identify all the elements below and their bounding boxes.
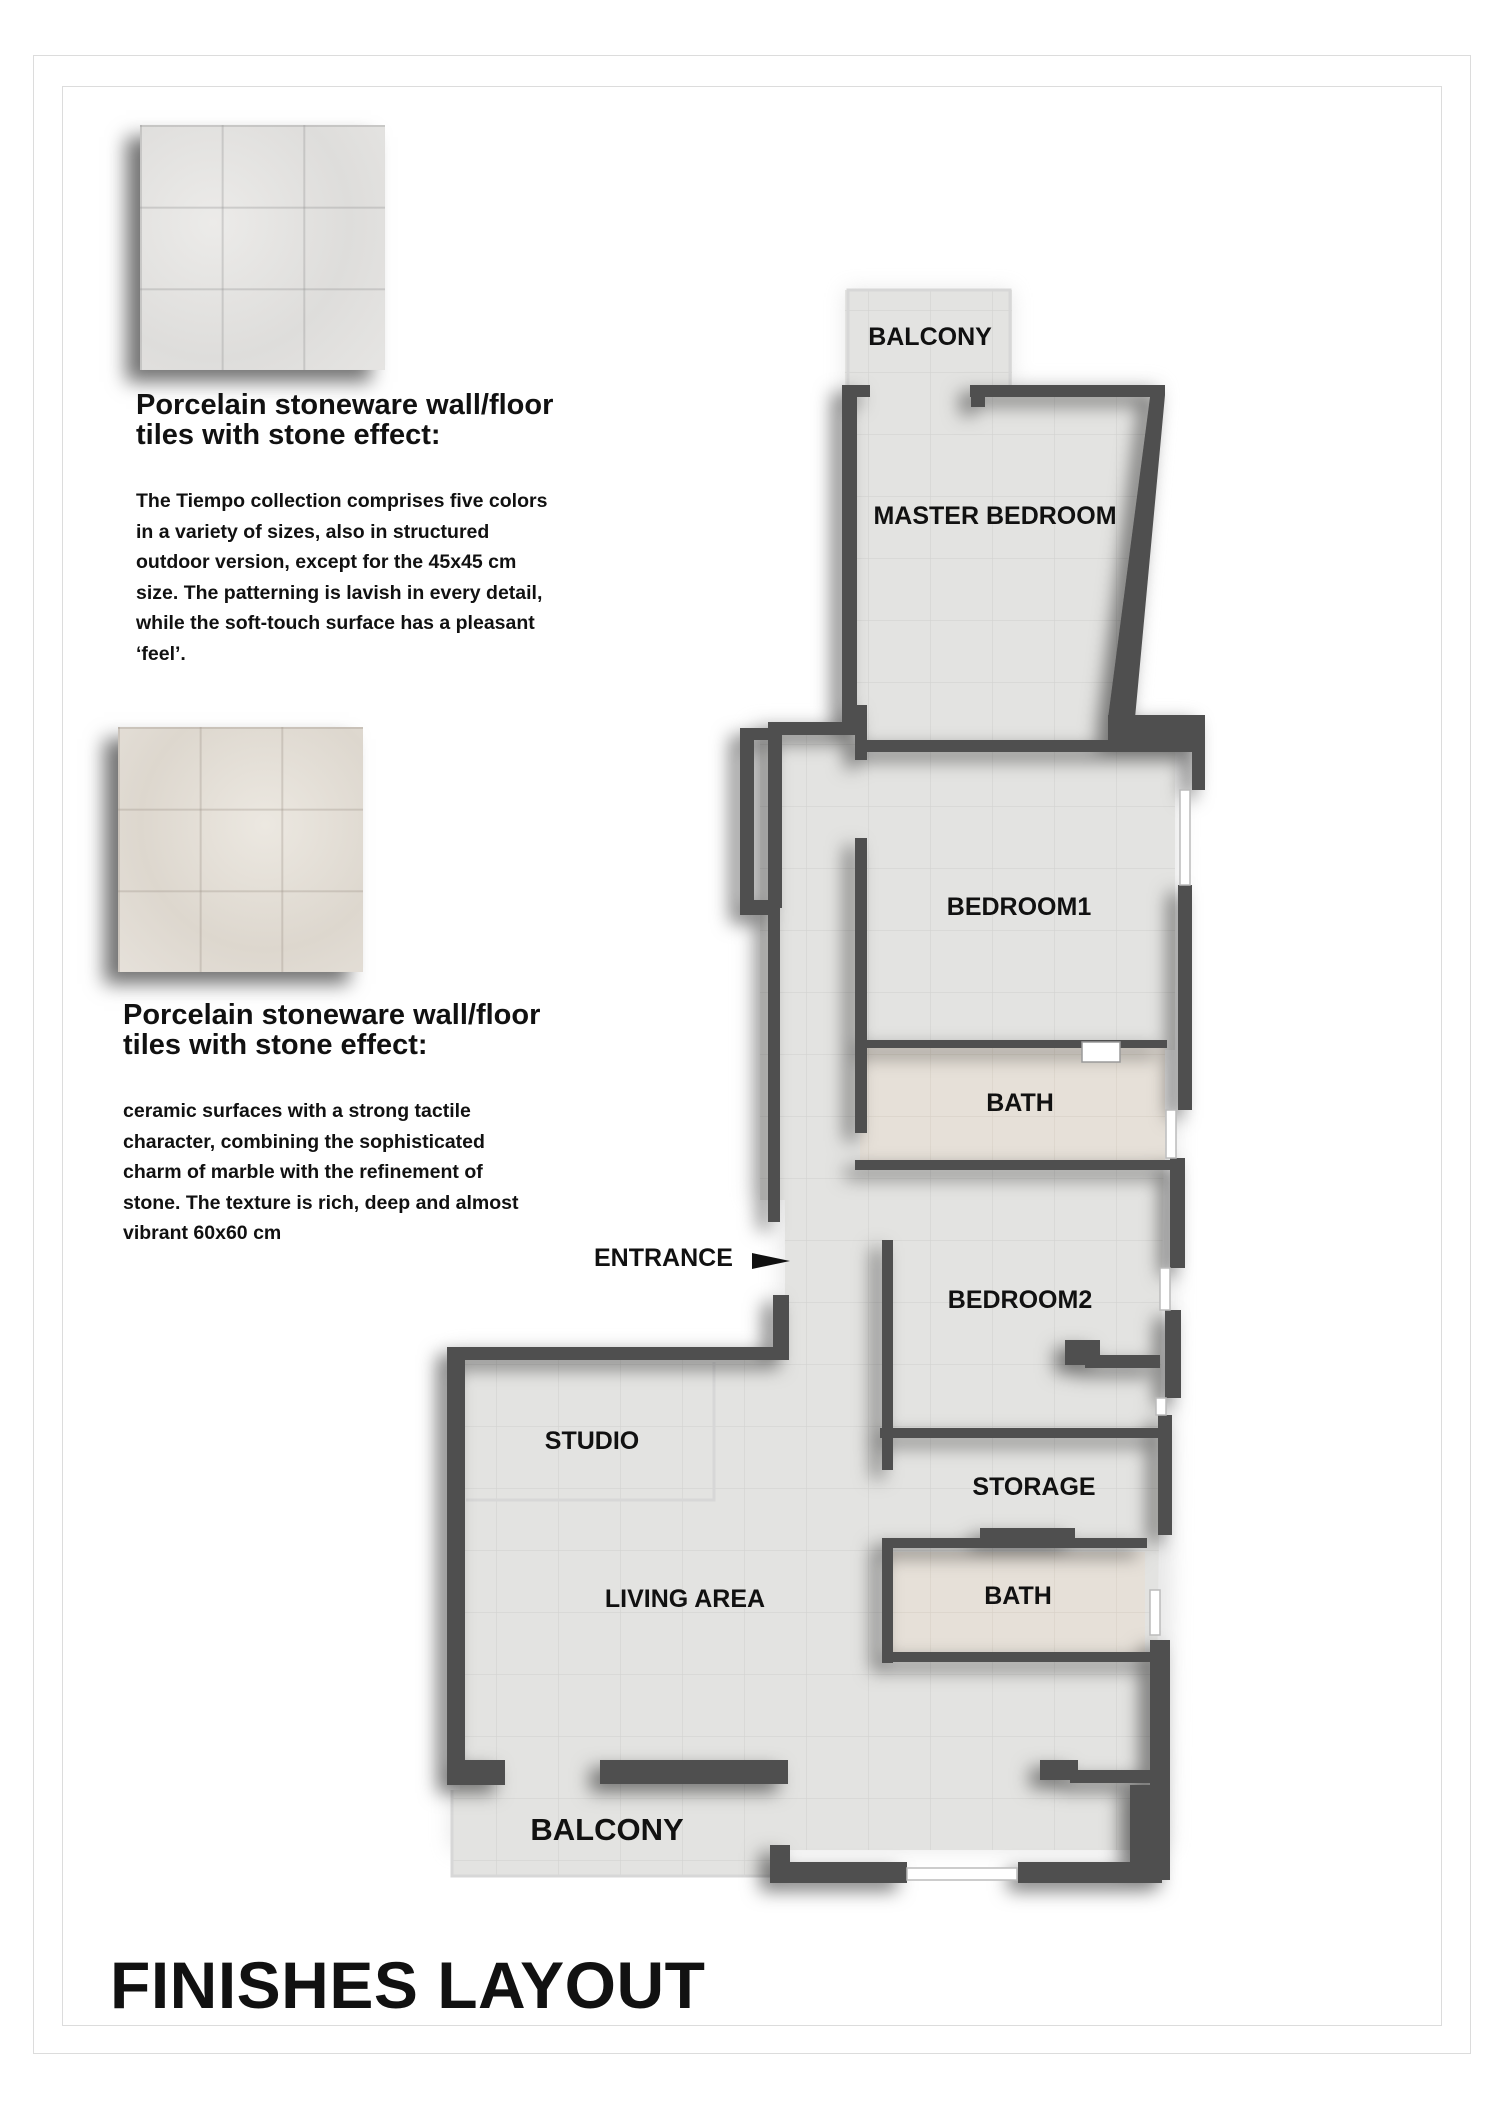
- label-living-area: LIVING AREA: [604, 1585, 766, 1613]
- finish-2-description: ceramic surfaces with a strong tactile character, combining the sophisticated charm of marble with the refinement of stone. The texture is rich, deep and almost vibrant 60x60 cm: [123, 1100, 519, 1244]
- label-bedroom1: BEDROOM1: [946, 893, 1092, 921]
- label-master-bedroom: MASTER BEDROOM: [873, 502, 1117, 530]
- label-balcony-bottom: BALCONY: [530, 1812, 684, 1847]
- finish-1-title: Porcelain stoneware wall/floor tiles with stone effect:: [136, 389, 554, 451]
- label-storage: STORAGE: [972, 1473, 1096, 1501]
- label-bedroom2: BEDROOM2: [947, 1286, 1093, 1314]
- label-studio: STUDIO: [544, 1427, 640, 1455]
- label-balcony-top: BALCONY: [868, 323, 992, 351]
- finish-1-description: The Tiempo collection comprises five colors in a variety of sizes, also in structured outdoor version, except for the 45x45 cm size. The patterning is lavish in every detail, while the soft-touch surface has a pleasant ‘feel’.: [136, 490, 548, 665]
- finish-2-title: Porcelain stoneware wall/floor tiles with stone effect:: [123, 999, 541, 1061]
- label-bath-1: BATH: [986, 1089, 1054, 1117]
- bath-fixture: [1082, 1042, 1120, 1062]
- label-bath-2: BATH: [984, 1582, 1052, 1610]
- label-entrance: ENTRANCE: [594, 1244, 733, 1272]
- page-title: FINISHES LAYOUT: [110, 1948, 706, 2022]
